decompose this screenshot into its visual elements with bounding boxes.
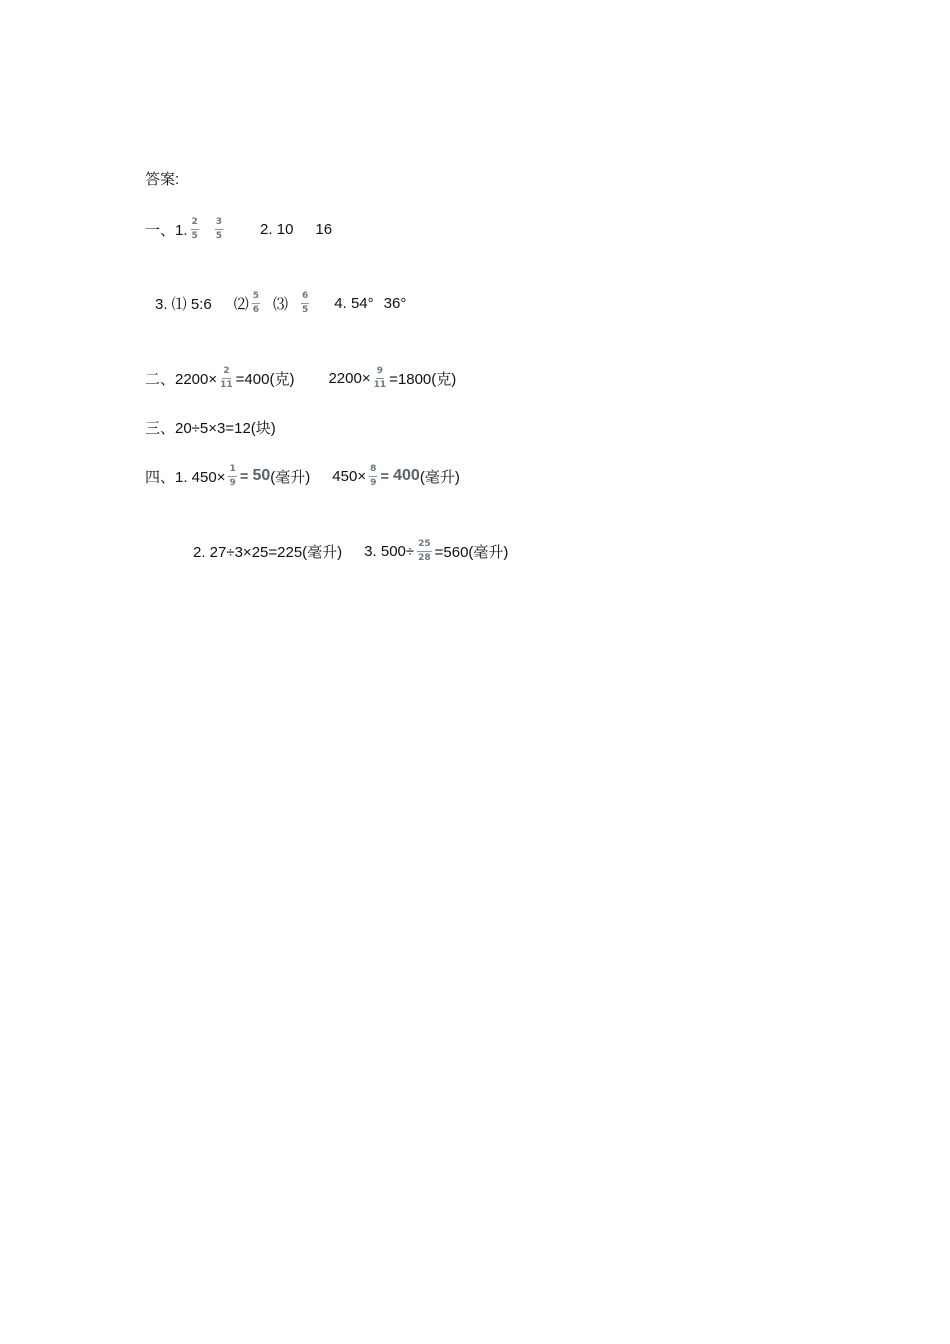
section-4-b-pre: 450× [332, 467, 367, 485]
fraction [220, 366, 233, 391]
fraction [369, 464, 377, 489]
section-2-line [145, 363, 456, 393]
section-3-text: 三、20÷5×3=12(块) [145, 419, 276, 437]
item-2-answer: 2. 10 [260, 220, 294, 238]
fraction-numerator: 9 [376, 366, 384, 379]
section-4-b-eq: = [380, 467, 390, 485]
section-3-line [145, 412, 276, 442]
fraction-numerator: 3 [215, 217, 223, 230]
fraction [417, 539, 432, 564]
fraction-denominator: 5 [302, 304, 309, 315]
section-4-a-pre: 四、1. 450× [145, 468, 226, 486]
fraction [215, 217, 223, 242]
section-2-a-pre: 二、2200× [145, 370, 218, 388]
section-4-line-1 [145, 461, 460, 491]
item-3-part-3-label: ⑶ [272, 295, 288, 313]
section-4-a-unit: (毫升) [270, 468, 311, 486]
item-2-answer-b: 16 [315, 220, 333, 238]
fraction [228, 464, 236, 489]
fraction-numerator: 25 [417, 539, 432, 552]
fraction [301, 291, 309, 316]
fraction-denominator: 6 [252, 304, 259, 315]
fraction-denominator: 9 [229, 477, 236, 488]
fraction-denominator: 11 [220, 379, 233, 390]
section-4-b-unit: (毫升) [419, 468, 460, 486]
fraction-numerator: 5 [252, 291, 260, 304]
fraction [374, 366, 387, 391]
fraction [191, 217, 199, 242]
item-3-part-1: 3. ⑴ 5:6 [155, 295, 212, 313]
item-3-part-2-label: ⑵ [233, 295, 249, 313]
section-2-a-post: =400(克) [235, 370, 295, 388]
section-2-b-pre: 2200× [328, 369, 371, 387]
answer-label: 答案: [145, 170, 180, 188]
section-1-prefix: 一、1. [145, 221, 188, 239]
item-4-answer: 4. 54° [334, 294, 374, 312]
fraction-numerator: 8 [369, 464, 377, 477]
fraction-denominator: 11 [373, 379, 387, 390]
section-4-b-value: 400 [393, 467, 420, 484]
fraction-denominator: 5 [191, 230, 198, 241]
fraction [252, 291, 260, 316]
section-4-line-2 [193, 536, 508, 566]
fraction-denominator: 9 [370, 477, 377, 488]
section-1-line-2 [155, 288, 406, 318]
section-4-a-eq: = [239, 467, 249, 485]
section-1-line-1 [145, 214, 332, 244]
answer-heading [145, 163, 179, 193]
fraction-numerator: 1 [228, 464, 236, 477]
fraction-numerator: 6 [301, 291, 309, 304]
section-4-item-3-post: =560(毫升) [434, 543, 509, 561]
fraction-numerator: 2 [222, 366, 230, 379]
section-4-item-3-pre: 3. 500÷ [364, 542, 415, 560]
section-2-b-post: =1800(克) [389, 370, 457, 388]
item-4-answer-b: 36° [383, 294, 407, 312]
fraction-denominator: 28 [418, 552, 431, 563]
fraction-denominator: 5 [215, 230, 223, 241]
section-4-item-2: 2. 27÷3×25=225(毫升) [193, 543, 343, 561]
fraction-numerator: 2 [191, 217, 199, 230]
section-4-a-value: 50 [252, 467, 271, 484]
